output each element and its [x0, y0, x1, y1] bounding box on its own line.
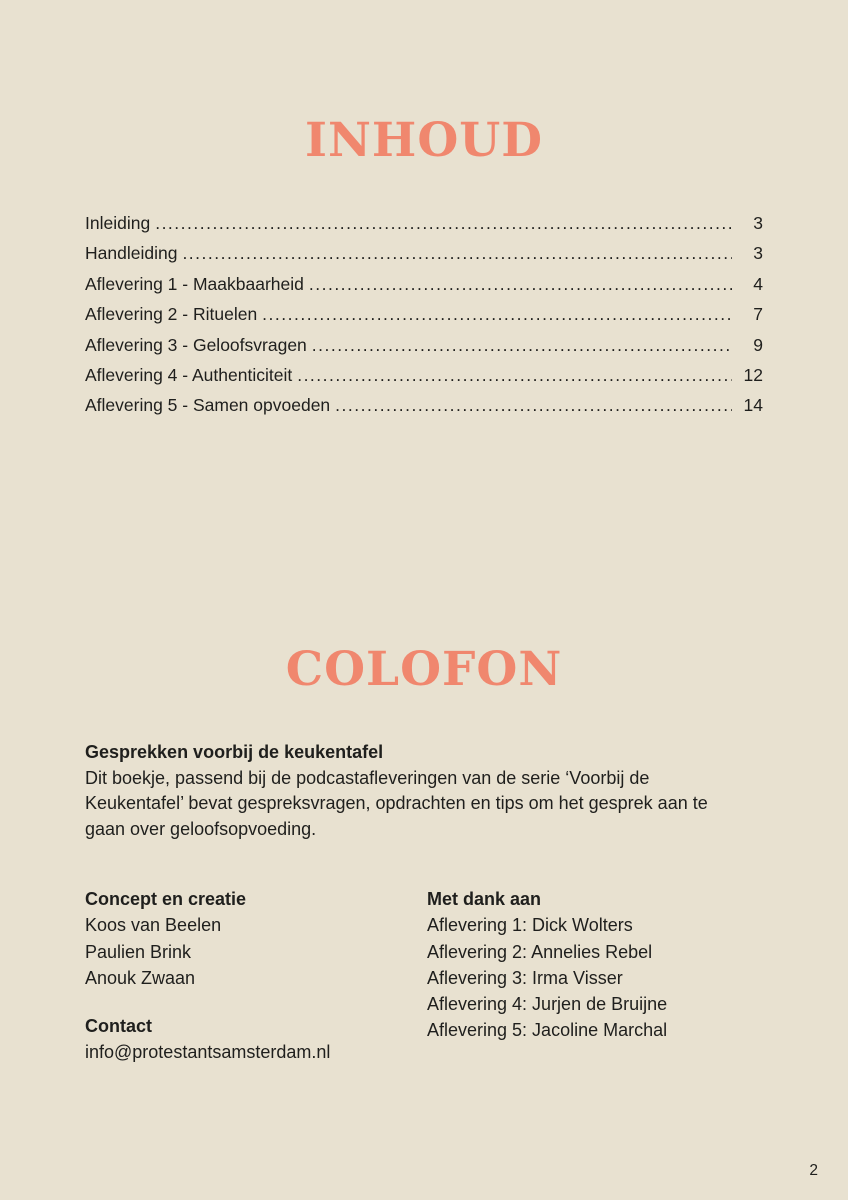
table-of-contents [85, 213, 763, 426]
colofon-intro-text: gaan over geloofsopvoeding. [85, 818, 317, 839]
toc-entry[interactable] [85, 365, 763, 395]
toc-entry[interactable] [85, 335, 763, 365]
thanks-item: Aflevering 5: Jacoline Marchal [427, 1020, 668, 1041]
toc-entry-page: 12 [743, 364, 763, 385]
contact-block [85, 1013, 427, 1066]
thanks-item: Aflevering 3: Irma Visser [427, 967, 623, 988]
page-number: 2 [809, 1162, 818, 1179]
concept-heading: Concept en creatie [85, 889, 247, 909]
toc-entry[interactable] [85, 304, 763, 334]
toc-entry[interactable] [85, 395, 763, 425]
toc-entry-label: Aflevering 1 - Maakbaarheid [85, 273, 304, 294]
toc-dot-leader [312, 335, 732, 356]
colofon-intro-heading: Gesprekken voorbij de keukentafel [85, 742, 384, 762]
toc-entry[interactable] [85, 274, 763, 304]
toc-entry-page: 7 [753, 304, 763, 325]
colofon-intro-text: Dit boekje, passend bij de podcastafleveringen van de serie ‘Voorbij de [85, 767, 650, 788]
colofon-intro-text: Keukentafel’ bevat gespreksvragen, opdrachten en tips om het gesprek aan te [85, 793, 708, 813]
inhoud-title: INHOUD [304, 113, 544, 168]
concept-name: Anouk Zwaan [85, 967, 196, 988]
toc-entry-label: Aflevering 2 - Rituelen [85, 304, 258, 325]
toc-dot-leader [309, 274, 732, 295]
toc-dot-leader [155, 213, 732, 234]
toc-entry-page: 3 [753, 243, 763, 264]
toc-entry-label: Handleiding [85, 243, 178, 264]
toc-dot-leader [182, 243, 732, 264]
toc-entry-label: Aflevering 5 - Samen opvoeden [85, 395, 331, 416]
toc-entry[interactable] [85, 213, 763, 243]
colofon-columns [85, 886, 790, 1066]
toc-entry-label: Aflevering 4 - Authenticiteit [85, 364, 293, 385]
thanks-item: Aflevering 2: Annelies Rebel [427, 941, 653, 962]
toc-entry-label: Aflevering 3 - Geloofsvragen [85, 334, 307, 355]
toc-dot-leader [297, 365, 732, 386]
colofon-title: COLOFON [285, 642, 563, 697]
contact-heading: Contact [85, 1016, 152, 1037]
thanks-heading: Met dank aan [427, 889, 542, 909]
toc-entry-page: 9 [753, 334, 763, 355]
toc-entry-page: 14 [743, 395, 763, 416]
toc-entry-page: 4 [753, 273, 763, 294]
thanks-item: Aflevering 4: Jurjen de Bruijne [427, 994, 668, 1015]
toc-dot-leader [262, 304, 732, 325]
concept-name: Koos van Beelen [85, 915, 222, 936]
toc-entry-label: Inleiding [85, 213, 151, 233]
thanks-item: Aflevering 1: Dick Wolters [427, 915, 633, 936]
contact-email[interactable]: info@protestantsamsterdam.nl [85, 1042, 331, 1063]
colofon-intro [85, 740, 790, 842]
toc-dot-leader [335, 395, 732, 416]
colofon-column-right [427, 886, 790, 1066]
concept-name: Paulien Brink [85, 941, 192, 962]
toc-entry[interactable] [85, 243, 763, 273]
colofon-column-left [85, 886, 427, 1066]
toc-entry-page: 3 [753, 213, 763, 233]
